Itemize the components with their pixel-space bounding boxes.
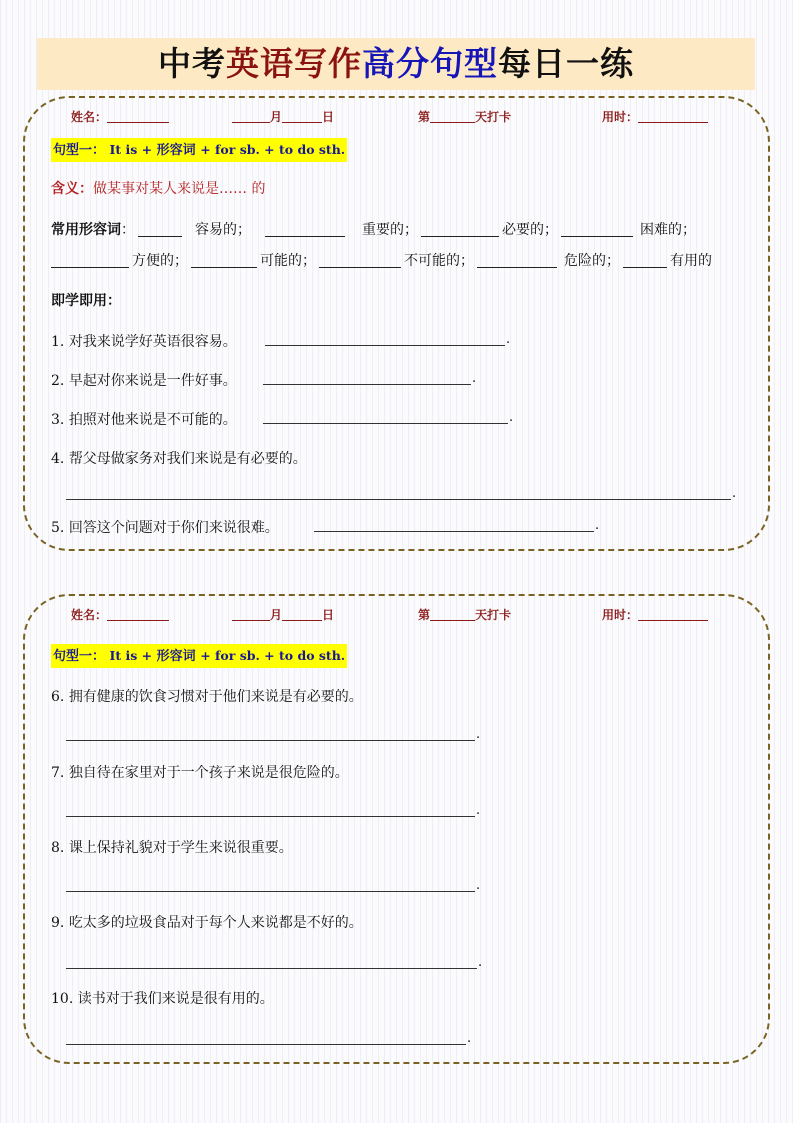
date-field[interactable]	[232, 108, 334, 125]
pattern-prefix: 句型一：	[53, 649, 106, 664]
info-row	[25, 108, 768, 128]
adjective-item: 困难的；	[640, 222, 696, 238]
answer-line[interactable]	[265, 345, 505, 346]
info-row	[25, 606, 768, 626]
adjective-item: 方便的；	[132, 253, 188, 269]
answer-line[interactable]	[66, 1044, 466, 1045]
worksheet-section-1	[23, 96, 770, 551]
di-label: 第	[418, 608, 431, 622]
adjective-item: 可能的；	[260, 253, 316, 269]
exercise-text: 对我来说学好英语很容易。	[68, 334, 237, 350]
answer-line[interactable]	[66, 740, 475, 741]
pattern-part-2: 形容词	[156, 143, 196, 158]
answer-line[interactable]	[66, 968, 477, 969]
checkin-field[interactable]	[418, 606, 511, 623]
exercise-item	[51, 409, 237, 429]
meaning-label: 含义：	[51, 181, 93, 197]
exercise-number: 3.	[51, 412, 65, 428]
pattern-part-3: + for sb. + to do sth.	[200, 648, 346, 663]
adjective-item: 危险的；	[564, 253, 620, 269]
page-title	[37, 38, 755, 90]
month-label: 月	[270, 110, 283, 124]
exercise-text: 独自待在家里对于一个孩子来说是很危险的。	[68, 765, 349, 781]
period: .	[506, 332, 511, 347]
exercise-item	[51, 370, 237, 390]
exercise-text: 回答这个问题对于你们来说很难。	[68, 520, 279, 536]
period: .	[467, 1031, 472, 1046]
adjective-item: 重要的；	[362, 222, 418, 238]
sentence-pattern-banner	[51, 138, 347, 162]
period: .	[476, 878, 481, 893]
name-label: 姓名：	[71, 608, 108, 622]
pattern-part-1: It is +	[109, 648, 153, 663]
exercise-item	[51, 762, 349, 782]
exercise-item	[51, 686, 363, 706]
exercise-item	[51, 517, 279, 537]
exercise-item	[51, 988, 274, 1008]
meaning-line	[51, 178, 265, 198]
exercise-text: 吃太多的垃圾食品对于每个人来说都是不好的。	[68, 915, 363, 931]
answer-line[interactable]	[66, 891, 475, 892]
practice-label: 即学即用：	[51, 293, 121, 309]
period: .	[478, 955, 483, 970]
exercise-number: 2.	[51, 373, 65, 389]
sentence-pattern-banner	[51, 644, 347, 668]
time-label: 用时：	[602, 110, 639, 124]
exercise-item	[51, 912, 363, 932]
answer-line[interactable]	[263, 423, 508, 424]
di-label: 第	[418, 110, 431, 124]
answer-line[interactable]	[66, 816, 475, 817]
adjective-item: 不可能的；	[404, 253, 474, 269]
exercise-number: 6.	[51, 689, 65, 705]
adjective-item: 必要的；	[502, 222, 558, 238]
title-part-1: 中考	[158, 44, 226, 83]
pattern-part-3: + for sb. + to do sth.	[200, 142, 346, 157]
exercise-number: 10.	[51, 991, 74, 1007]
period: .	[732, 486, 737, 501]
pattern-part-1: It is +	[109, 142, 153, 157]
title-part-4: 每日一练	[498, 44, 634, 83]
period: .	[595, 518, 600, 533]
month-label: 月	[270, 608, 283, 622]
checkin-label: 天打卡	[475, 608, 512, 622]
exercise-item	[51, 837, 293, 857]
name-field[interactable]	[71, 606, 169, 623]
date-field[interactable]	[232, 606, 334, 623]
checkin-field[interactable]	[418, 108, 511, 125]
exercise-text: 拍照对他来说是不可能的。	[68, 412, 237, 428]
exercise-text: 拥有健康的饮食习惯对于他们来说是有必要的。	[68, 689, 363, 705]
exercise-number: 7.	[51, 765, 65, 781]
adjective-item: 有用的	[670, 253, 712, 269]
title-part-3: 高分句型	[362, 44, 498, 83]
day-label: 日	[322, 110, 335, 124]
exercise-number: 5.	[51, 520, 65, 536]
exercise-number: 8.	[51, 840, 65, 856]
exercise-number: 9.	[51, 915, 65, 931]
checkin-label: 天打卡	[475, 110, 512, 124]
period: .	[509, 410, 514, 425]
answer-line[interactable]	[314, 531, 594, 532]
time-label: 用时：	[602, 608, 639, 622]
adjective-item: 容易的；	[195, 222, 251, 238]
exercise-item	[51, 331, 237, 351]
period: .	[472, 371, 477, 386]
title-part-2: 英语写作	[226, 44, 362, 83]
name-field[interactable]	[71, 108, 169, 125]
time-field[interactable]	[602, 606, 708, 623]
exercise-item	[51, 448, 307, 468]
exercise-text: 帮父母做家务对我们来说是有必要的。	[68, 451, 307, 467]
answer-line[interactable]	[66, 499, 731, 500]
time-field[interactable]	[602, 108, 708, 125]
pattern-prefix: 句型一：	[53, 143, 106, 158]
adjectives-label: 常用形容词	[51, 222, 121, 238]
exercise-number: 4.	[51, 451, 65, 467]
answer-line[interactable]	[263, 384, 471, 385]
exercise-text: 早起对你来说是一件好事。	[68, 373, 237, 389]
exercise-number: 1.	[51, 334, 65, 350]
exercise-text: 课上保持礼貌对于学生来说很重要。	[68, 840, 293, 856]
worksheet-section-2	[23, 594, 770, 1064]
exercise-text: 读书对于我们来说是很有用的。	[77, 991, 274, 1007]
meaning-text: 做某事对某人来说是…… 的	[93, 181, 266, 197]
adjectives-line-1	[51, 219, 696, 239]
period: .	[476, 727, 481, 742]
period: .	[476, 803, 481, 818]
day-label: 日	[322, 608, 335, 622]
name-label: 姓名：	[71, 110, 108, 124]
pattern-part-2: 形容词	[156, 649, 196, 664]
adjectives-colon: ：	[121, 222, 135, 238]
adjectives-line-2	[51, 250, 712, 270]
